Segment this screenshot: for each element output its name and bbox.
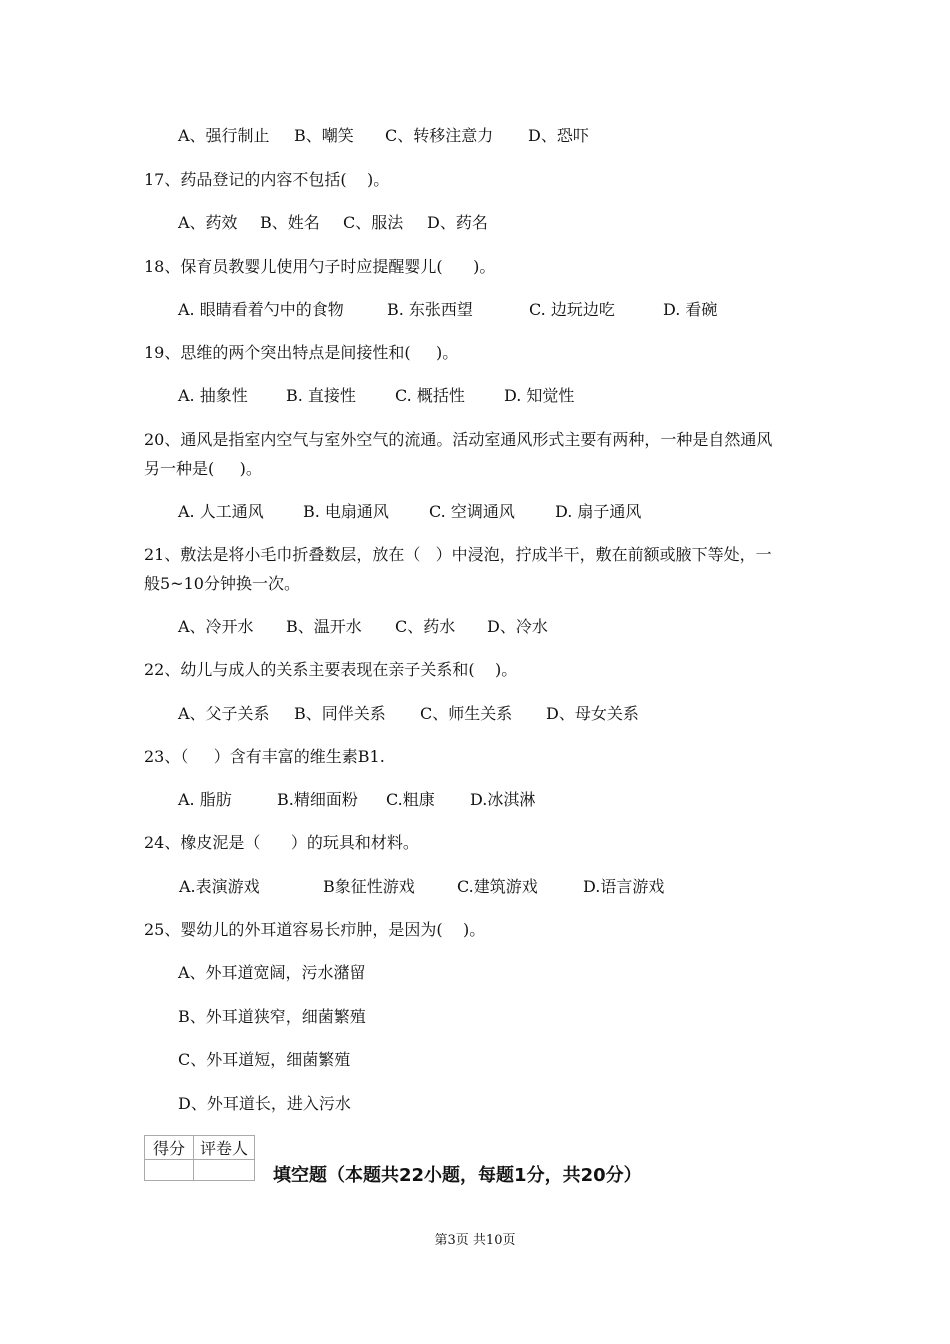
q22-option-d: D、母女关系 (546, 704, 639, 723)
q16-option-d: D、恐吓 (528, 126, 589, 145)
q17-option-c: C、服法 (343, 213, 404, 232)
grader-label: 评卷人 (194, 1136, 255, 1160)
q22-option-b: B、同伴关系 (294, 704, 386, 723)
q20-text-line2: 另一种是( )。 (144, 459, 262, 478)
q16-options (0, 126, 950, 226)
page-footer: 第3页 共10页 (434, 1233, 516, 1248)
q25-option-b: B、外耳道狭窄，细菌繁殖 (178, 1007, 366, 1026)
q22-option-c: C、师生关系 (420, 704, 513, 723)
q18-option-d: D. 看碗 (663, 300, 718, 319)
q23-option-a: A. 脂肪 (178, 790, 232, 809)
q23-options (0, 790, 950, 890)
q24-option-d: D.语言游戏 (583, 877, 665, 896)
q24-option-c: C.建筑游戏 (457, 877, 538, 896)
q21-option-a: A、冷开水 (178, 617, 254, 636)
q19-option-a: A. 抽象性 (178, 386, 248, 405)
q21-text-line1: 21、敷法是将小毛巾折叠数层，放在（ ）中浸泡，拧成半干，敷在前额或腋下等处，一 (144, 545, 772, 564)
q25-option-d: D、外耳道长，进入污水 (178, 1094, 351, 1113)
score-label: 得分 (145, 1136, 194, 1160)
q23-option-d: D.冰淇淋 (470, 790, 536, 809)
q24-text: 24、橡皮泥是（ ）的玩具和材料。 (144, 833, 419, 852)
q19-option-b: B. 直接性 (286, 386, 356, 405)
q16-option-b: B、嘲笑 (294, 126, 354, 145)
q22-options (0, 704, 950, 804)
score-cell (145, 1160, 194, 1181)
q23-option-c: C.粗康 (386, 790, 435, 809)
q17-option-d: D、药名 (427, 213, 488, 232)
section-title: 填空题（本题共22小题，每题1分，共20分） (273, 1165, 642, 1186)
q16-option-a: A、强行制止 (178, 126, 270, 145)
q25-text: 25、婴幼儿的外耳道容易长疖肿，是因为( )。 (144, 920, 486, 939)
q22-text: 22、幼儿与成人的关系主要表现在亲子关系和( )。 (144, 660, 518, 679)
q25-option-a: A、外耳道宽阔，污水潴留 (178, 963, 366, 982)
q18-options (0, 300, 950, 400)
q18-option-c: C. 边玩边吃 (529, 300, 615, 319)
q17-option-b: B、姓名 (260, 213, 320, 232)
q19-option-c: C. 概括性 (395, 386, 465, 405)
q20-option-a: A. 人工通风 (178, 502, 264, 521)
q21-option-c: C、药水 (395, 617, 456, 636)
q17-text: 17、药品登记的内容不包括( )。 (144, 170, 390, 189)
q20-option-c: C. 空调通风 (429, 502, 515, 521)
q21-text-line2: 般5~10分钟换一次。 (144, 574, 300, 593)
q18-text: 18、保育员教婴儿使用勺子时应提醒婴儿( )。 (144, 257, 496, 276)
grader-cell (194, 1160, 255, 1181)
q22-option-a: A、父子关系 (178, 704, 270, 723)
q16-option-c: C、转移注意力 (385, 126, 494, 145)
q21-option-d: D、冷水 (487, 617, 548, 636)
q24-option-a: A.表演游戏 (179, 877, 260, 896)
q20-option-d: D. 扇子通风 (555, 502, 642, 521)
q20-text-line1: 20、通风是指室内空气与室外空气的流通。活动室通风形式主要有两种，一种是自然通风 (144, 430, 773, 449)
q24-option-b: B象征性游戏 (323, 877, 415, 896)
q23-option-b: B.精细面粉 (277, 790, 358, 809)
q23-text: 23、（ ）含有丰富的维生素B1. (144, 747, 385, 766)
q18-option-a: A. 眼睛看着勺中的食物 (178, 300, 344, 319)
q19-text: 19、思维的两个突出特点是间接性和( )。 (144, 343, 459, 362)
q21-option-b: B、温开水 (286, 617, 362, 636)
q19-option-d: D. 知觉性 (504, 386, 575, 405)
score-table (144, 1135, 255, 1181)
q20-option-b: B. 电扇通风 (303, 502, 389, 521)
q17-option-a: A、药效 (178, 213, 238, 232)
q18-option-b: B. 东张西望 (387, 300, 473, 319)
q25-option-c: C、外耳道短，细菌繁殖 (178, 1050, 351, 1069)
